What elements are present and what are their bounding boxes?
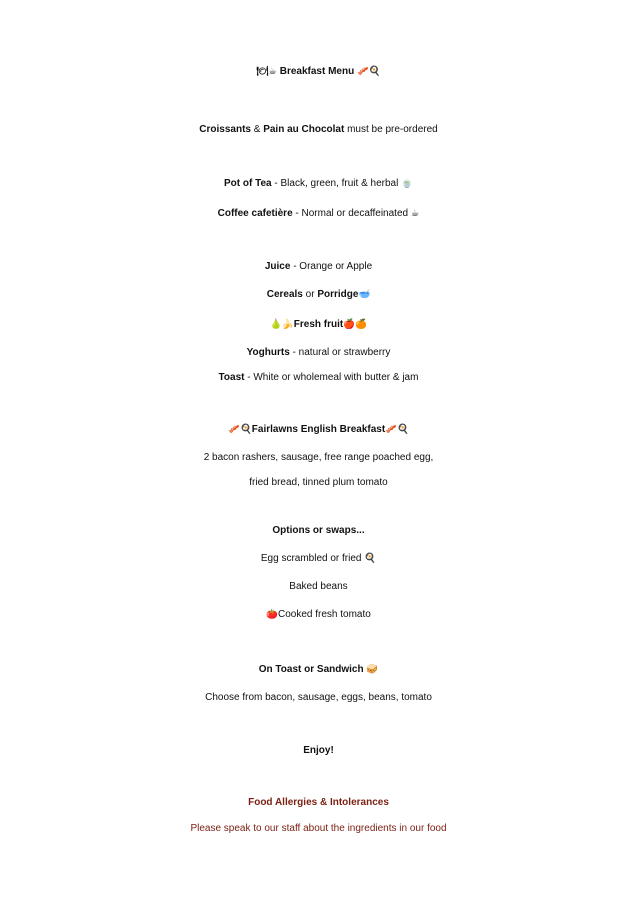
english-breakfast-name: Fairlawns English Breakfast	[251, 424, 386, 435]
tomato-option	[0, 603, 637, 627]
options-heading: Options or swaps...	[272, 525, 365, 536]
yoghurts-desc: - natural or strawberry	[289, 347, 391, 358]
coffee-desc: - Normal or decaffeinated	[292, 208, 411, 219]
sandwich-heading	[0, 658, 637, 682]
egg-option-text: Egg scrambled or fried	[260, 553, 365, 564]
toast-name: Toast	[218, 372, 245, 383]
sandwich-icon: 🥪	[366, 664, 379, 675]
preorder-rest: must be pre-ordered	[344, 124, 438, 135]
sandwich-heading-text: On Toast or Sandwich	[258, 664, 367, 675]
allergies-text: Please speak to our staff about the ingredients in our food	[190, 823, 447, 834]
juice-desc: - Orange or Apple	[290, 261, 373, 272]
cereals-or: or	[302, 289, 318, 300]
cereals-line	[0, 283, 637, 307]
cereal-bowl-icon: 🥣	[358, 289, 371, 300]
cereals-name: Cereals	[266, 289, 303, 300]
croissants-label: Croissants	[199, 124, 251, 135]
yoghurts-name: Yoghurts	[246, 347, 290, 358]
enjoy-heading: Enjoy!	[303, 745, 334, 756]
allergies-heading: Food Allergies & Intolerances	[248, 797, 389, 808]
english-breakfast-desc-1: 2 bacon rashers, sausage, free range poached egg,	[203, 452, 434, 463]
tea-line	[0, 172, 637, 196]
tea-desc: - Black, green, fruit & herbal	[271, 178, 402, 189]
tea-name: Pot of Tea	[224, 178, 272, 189]
bacon-and-egg-icon-left: 🥓🍳	[228, 424, 252, 435]
tea-icon: 🍵	[401, 178, 413, 189]
tomato-option-text: Cooked fresh tomato	[278, 609, 371, 620]
plate-and-coffee-icon: 🍽☕	[256, 66, 277, 77]
pain-au-chocolat-label: Pain au Chocolat	[263, 124, 345, 135]
toast-desc: - White or wholemeal with butter & jam	[244, 372, 419, 383]
bacon-and-egg-icon: 🥓🍳	[356, 66, 381, 77]
coffee-name: Coffee cafetière	[217, 208, 293, 219]
beans-option: Baked beans	[289, 581, 348, 592]
english-breakfast-desc-2: fried bread, tinned plum tomato	[249, 477, 388, 488]
egg-option	[0, 547, 637, 571]
yoghurts-line	[0, 341, 637, 365]
juice-line	[0, 255, 637, 279]
apple-and-orange-icon: 🍎🍊	[343, 319, 367, 330]
tomato-icon: 🍅	[266, 609, 278, 620]
juice-name: Juice	[264, 261, 291, 272]
preorder-note	[0, 118, 637, 142]
preorder-amp: &	[250, 124, 264, 135]
coffee-icon: ☕	[410, 208, 420, 219]
fruit-line	[0, 313, 637, 337]
menu-title	[0, 54, 637, 90]
bacon-and-egg-icon-right: 🥓🍳	[385, 424, 409, 435]
fruit-name: Fresh fruit	[293, 319, 344, 330]
english-breakfast-heading	[0, 418, 637, 442]
porridge-name: Porridge	[317, 289, 359, 300]
fried-egg-icon: 🍳	[364, 553, 377, 564]
pear-and-banana-icon: 🍐🍌	[270, 319, 294, 330]
toast-line	[0, 366, 637, 390]
coffee-line	[0, 202, 637, 226]
menu-title-text: Breakfast Menu	[279, 66, 355, 77]
sandwich-desc: Choose from bacon, sausage, eggs, beans, tomato	[205, 692, 432, 703]
